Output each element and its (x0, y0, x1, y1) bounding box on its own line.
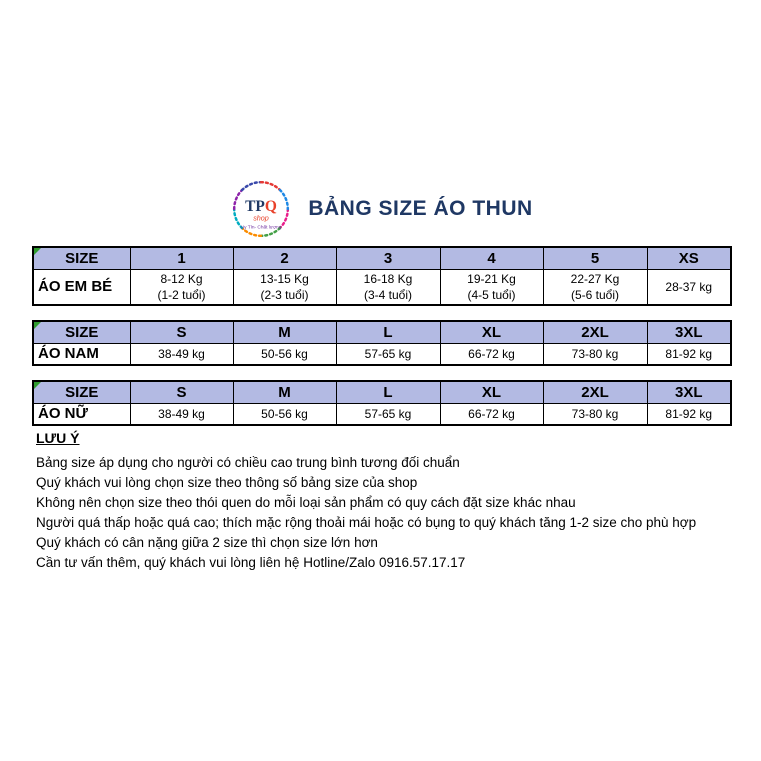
column-header: XL (440, 381, 543, 403)
note-line: Quý khách vui lòng chọn size theo thông số bảng size của shop (36, 475, 418, 490)
size-cell: 13-15 Kg (2-3 tuổi) (233, 269, 336, 305)
error-flag-icon (34, 382, 41, 389)
logo-dashed-circle-icon (228, 176, 294, 242)
note-line: Cần tư vấn thêm, quý khách vui lòng liên hệ Hotline/Zalo 0916.57.17.17 (36, 555, 466, 570)
size-cell: 38-49 kg (130, 343, 233, 365)
table-header-row (33, 321, 731, 343)
size-cell: 50-56 kg (233, 403, 336, 425)
size-cell: 57-65 kg (336, 403, 440, 425)
column-header: M (233, 321, 336, 343)
column-header: XS (647, 247, 731, 269)
column-header: 4 (440, 247, 543, 269)
size-cell: 73-80 kg (543, 343, 647, 365)
size-cell: 50-56 kg (233, 343, 336, 365)
column-header: 2 (233, 247, 336, 269)
size-table-ao-em-be (32, 246, 732, 306)
column-header-size: SIZE (33, 381, 130, 403)
table-header-row (33, 247, 731, 269)
column-header-size: SIZE (33, 247, 130, 269)
note-line: Quý khách có cân nặng giữa 2 size thì chọn size lớn hơn (36, 535, 378, 550)
size-cell: 73-80 kg (543, 403, 647, 425)
row-label: ÁO NỮ (33, 403, 130, 425)
column-header: XL (440, 321, 543, 343)
table-data-row (33, 343, 731, 365)
size-cell: 19-21 Kg (4-5 tuổi) (440, 269, 543, 305)
tpq-shop-logo (228, 176, 294, 242)
column-header: 2XL (543, 381, 647, 403)
page-title: BẢNG SIZE ÁO THUN (308, 197, 533, 220)
column-header: S (130, 381, 233, 403)
column-header: L (336, 381, 440, 403)
size-table-ao-nam (32, 320, 732, 366)
column-header-size: SIZE (33, 321, 130, 343)
size-cell: 66-72 kg (440, 343, 543, 365)
notes-heading: LƯU Ý (36, 430, 80, 446)
column-header: 3XL (647, 381, 731, 403)
column-header: S (130, 321, 233, 343)
note-line: Bảng size áp dụng cho người có chiều cao trung bình tương đối chuẩn (36, 455, 460, 470)
note-line: Không nên chọn size theo thói quen do mỗi loại sản phẩm có quy cách đặt size khác nhau (36, 495, 576, 510)
size-cell: 8-12 Kg (1-2 tuổi) (130, 269, 233, 305)
size-cell: 38-49 kg (130, 403, 233, 425)
column-header: 3 (336, 247, 440, 269)
notes-section (36, 430, 736, 573)
column-header: 1 (130, 247, 233, 269)
note-line: Người quá thấp hoặc quá cao; thích mặc rộng thoải mái hoặc có bụng to quý khách tăng 1-2 size cho phù hợp (36, 515, 697, 530)
size-cell: 81-92 kg (647, 403, 731, 425)
table-data-row (33, 403, 731, 425)
column-header: M (233, 381, 336, 403)
size-cell: 57-65 kg (336, 343, 440, 365)
logo-shop-text: shop (253, 213, 270, 223)
size-cell: 16-18 Kg (3-4 tuổi) (336, 269, 440, 305)
size-cell: 22-27 Kg (5-6 tuổi) (543, 269, 647, 305)
column-header: 3XL (647, 321, 731, 343)
logo-tagline: Uy Tín- Chất lượng (241, 225, 282, 231)
error-flag-icon (34, 248, 41, 255)
table-header-row (33, 381, 731, 403)
size-cell: 81-92 kg (647, 343, 731, 365)
error-flag-icon (34, 322, 41, 329)
column-header: 5 (543, 247, 647, 269)
column-header: 2XL (543, 321, 647, 343)
size-table-ao-nu (32, 380, 732, 426)
column-header: L (336, 321, 440, 343)
row-label: ÁO NAM (33, 343, 130, 365)
row-label: ÁO EM BÉ (33, 269, 130, 305)
page-header (0, 174, 761, 244)
table-data-row (33, 269, 731, 305)
size-cell: 28-37 kg (647, 269, 731, 305)
size-cell: 66-72 kg (440, 403, 543, 425)
logo-wordmark: TPQ (245, 198, 278, 216)
